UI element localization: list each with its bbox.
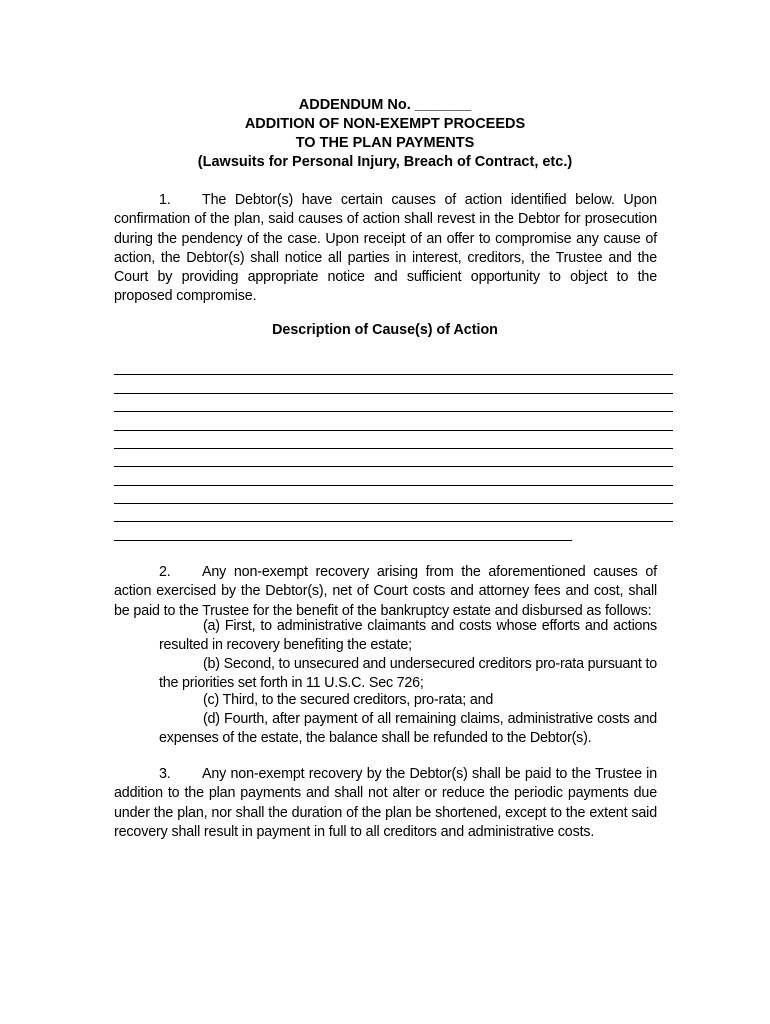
blank-line [114, 503, 673, 504]
paragraph-2-text: Any non-exempt recovery arising from the aforementioned causes of action exercised by the Debtor(s), net of Court costs and attorney fees and cost, shall be paid to the Trustee for the benefit of the bankruptcy estate and disbursed as follows: [114, 564, 657, 619]
blank-line [114, 485, 673, 486]
blank-line [114, 448, 673, 449]
document-subtitle: TO THE PLAN PAYMENTS [295, 135, 475, 151]
paragraph-1-text: The Debtor(s) have certain causes of action identified below. Upon confirmation of the plan, said causes of action shall revest in the Debtor for prosecution during the pendency of the case. Upon receipt of an offer to compromise any cause of action, the Debtor(s) shall notice all parties in interest, creditors, the Trustee and the Court by providing appropriate notice and sufficient opportunity to object to the proposed compromise. [114, 192, 657, 305]
paragraph-2-item-a: (a) First, to administrative claimants and costs whose efforts and actions resulted in recovery benefiting the estate; [159, 618, 657, 654]
blank-line [114, 430, 673, 431]
blank-line [114, 393, 673, 394]
paragraph-3-number: 3. [159, 766, 171, 782]
document-note: (Lawsuits for Personal Injury, Breach of Contract, etc.) [197, 154, 573, 170]
blank-line [114, 411, 673, 412]
blank-line [114, 521, 673, 522]
paragraph-2-item-d: (d) Fourth, after payment of all remaining claims, administrative costs and expenses of the estate, the balance shall be refunded to the Debtor(s). [159, 711, 657, 747]
addendum-number-heading: ADDENDUM No. _______ [298, 97, 472, 113]
paragraph-2-number: 2. [159, 564, 171, 580]
blank-line [114, 466, 673, 467]
paragraph-3-text: Any non-exempt recovery by the Debtor(s) shall be paid to the Trustee in addition to the plan payments and shall not alter or reduce the periodic payments due under the plan, nor shall the duration of the plan be shortened, except to the extent said recovery shall result in payment in full to all creditors and administrative costs. [114, 766, 657, 840]
blank-line [114, 374, 673, 375]
paragraph-2-item-b: (b) Second, to unsecured and undersecured creditors pro-rata pursuant to the priorities set forth in 11 U.S.C. Sec 726; [159, 656, 657, 692]
document-title: ADDITION OF NON-EXEMPT PROCEEDS [244, 116, 526, 132]
paragraph-1-number: 1. [159, 192, 171, 208]
paragraph-2 [114, 563, 657, 621]
blank-line [114, 540, 572, 541]
description-heading: Description of Cause(s) of Action [272, 322, 498, 338]
paragraph-2-item-c: (c) Third, to the secured creditors, pro-rata; and [203, 692, 494, 708]
paragraph-3 [114, 765, 657, 842]
paragraph-1 [114, 191, 657, 307]
